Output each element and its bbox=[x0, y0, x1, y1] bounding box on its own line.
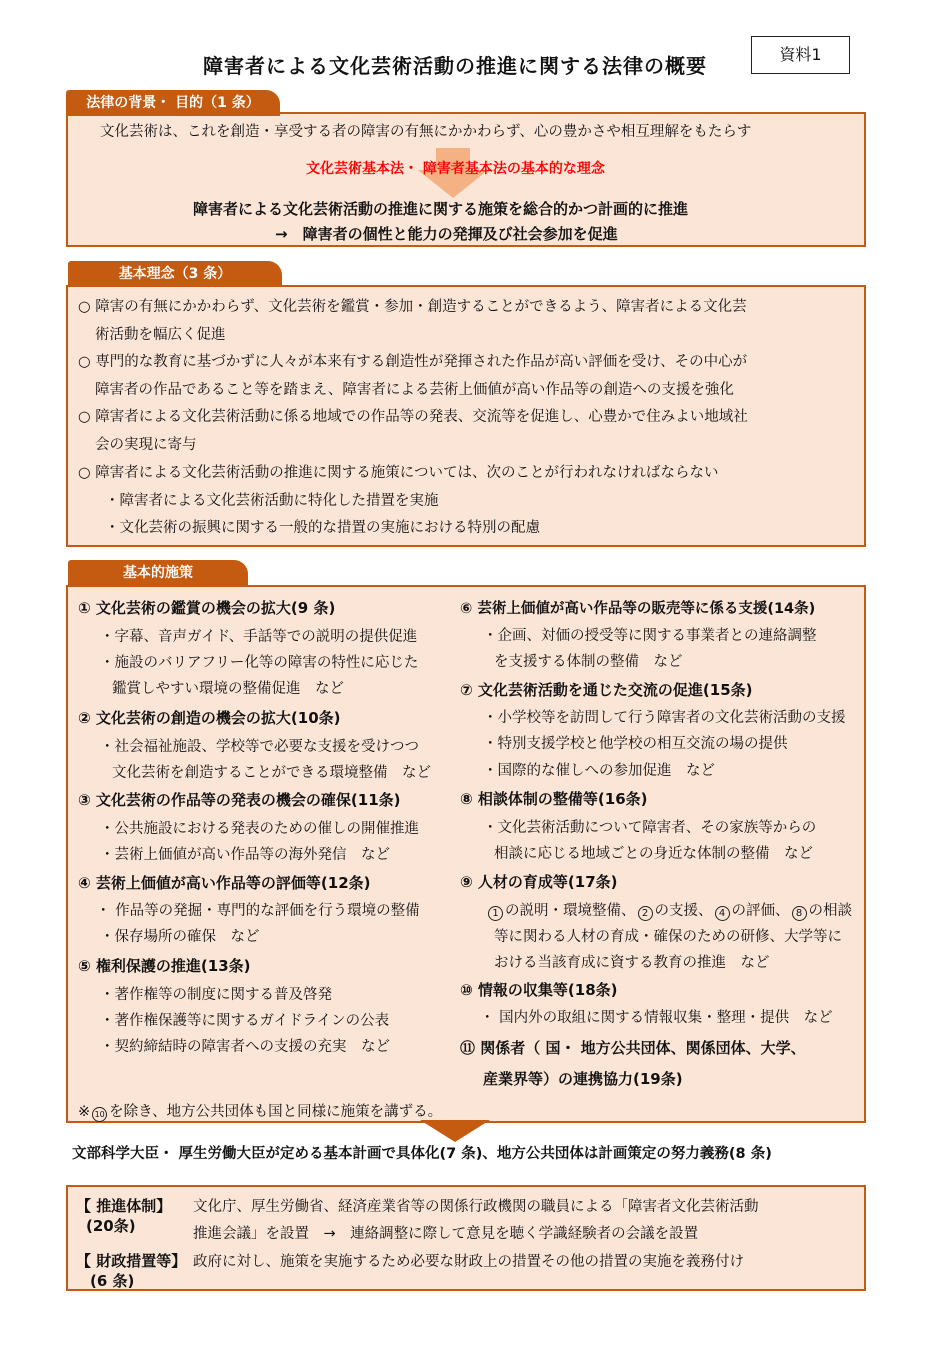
financial-measure-label: 【 財政措置等】 bbox=[76, 1252, 187, 1270]
measure-6-item: ・企画、対価の授受等に関する事業者との連絡調整 bbox=[483, 628, 817, 644]
circled-number: 8 bbox=[792, 906, 807, 921]
basic-measures-tab: 基本的施策 bbox=[68, 560, 248, 586]
measure-1-item: ・施設のバリアフリー化等の障害の特性に応じた bbox=[100, 655, 419, 671]
measure-1-heading: ① 文化芸術の鑑賞の機会の拡大(9 条) bbox=[78, 599, 336, 617]
measure-4-item: ・保存場所の確保 など bbox=[100, 929, 260, 945]
measure-5-heading: ⑤ 権利保護の推進(13条) bbox=[78, 957, 251, 975]
measure-4-heading: ④ 芸術上価値が高い作品等の評価等(12条) bbox=[78, 874, 371, 892]
note-text: を除き、地方公共団体も国と同様に施策を講ずる。 bbox=[109, 1104, 443, 1120]
measure-6-heading: ⑥ 芸術上価値が高い作品等の販売等に係る支援(14条) bbox=[460, 601, 816, 617]
promotion-system-text: 推進会議」を設置 → 連絡調整に際して意見を聴く学識経験者の会議を設置 bbox=[193, 1226, 699, 1242]
principle-line: ○ 専門的な教育に基づかずに人々が本来有する創造性が発揮された作品が高い評価を受け、その中心が bbox=[78, 354, 748, 370]
measure-3-item: ・芸術上価値が高い作品等の海外発信 など bbox=[100, 847, 390, 863]
measure-7-heading: ⑦ 文化芸術活動を通じた交流の促進(15条) bbox=[460, 681, 753, 699]
document-label: 資料1 bbox=[751, 36, 850, 74]
measure-10-item: ・ 国内外の取組に関する情報収集・整理・提供 など bbox=[480, 1010, 833, 1026]
promotion-system-label: 【 推進体制】 bbox=[76, 1197, 172, 1215]
circled-number: 4 bbox=[715, 906, 730, 921]
measure-9-text: の説明・環境整備、 bbox=[505, 903, 636, 919]
measure-8-item: 相談に応じる地域ごとの身近な体制の整備 など bbox=[494, 846, 813, 862]
background-purpose-tab: 法律の背景・ 目的（1 条） bbox=[66, 90, 280, 116]
measure-2-item: ・社会福祉施設、学校等で必要な支援を受けつつ bbox=[100, 739, 419, 755]
page-title: 障害者による文化芸術活動の推進に関する法律の概要 bbox=[203, 54, 707, 78]
basic-plan-text: 文部科学大臣・ 厚生労働大臣が定める基本計画で具体化(7 条)、地方公共団体は計画策定の努力義務(8 条) bbox=[72, 1146, 772, 1162]
measure-9-item: 等に関わる人材の育成・確保のための研修、大学等に bbox=[494, 929, 842, 945]
principle-line: 会の実現に寄与 bbox=[95, 437, 197, 453]
measure-2-item: 文化芸術を創造することができる環境整備 など bbox=[112, 765, 431, 781]
purpose-text-2: → 障害者の個性と能力の発揮及び社会参加を促進 bbox=[275, 225, 618, 243]
measure-5-item: ・著作権保護等に関するガイドラインの公表 bbox=[100, 1013, 390, 1029]
promotion-system-article: (20条) bbox=[86, 1217, 136, 1235]
principle-line: 障害者の作品であること等を踏まえ、障害者による芸術上価値が高い作品等の創造への支援を強化 bbox=[95, 382, 734, 398]
financial-measure-article: (6 条) bbox=[90, 1272, 135, 1290]
measure-3-item: ・公共施設における発表のための催しの開催推進 bbox=[100, 821, 419, 837]
measure-3-heading: ③ 文化芸術の作品等の発表の機会の確保(11条) bbox=[78, 791, 401, 809]
measure-4-item: ・ 作品等の発掘・専門的な評価を行う環境の整備 bbox=[96, 903, 420, 919]
measure-1-item: ・字幕、音声ガイド、手話等での説明の提供促進 bbox=[100, 629, 418, 645]
measure-11-heading: 産業界等）の連携協力(19条) bbox=[483, 1070, 683, 1088]
principle-subitem: ・障害者による文化芸術活動に特化した措置を実施 bbox=[105, 493, 439, 509]
principle-line: ○ 障害者による文化芸術活動の推進に関する施策については、次のことが行われなければならない bbox=[78, 465, 719, 481]
measures-note bbox=[78, 1100, 442, 1122]
note-mark: ※ bbox=[78, 1104, 91, 1120]
promotion-system-text: 文化庁、厚生労働省、経済産業省等の関係行政機関の職員による「障害者文化芸術活動 bbox=[193, 1199, 759, 1215]
measure-7-item: ・特別支援学校と他学校の相互交流の場の提供 bbox=[483, 736, 788, 752]
measure-7-item: ・小学校等を訪問して行う障害者の文化芸術活動の支援 bbox=[483, 710, 846, 726]
measure-7-item: ・国際的な催しへの参加促進 など bbox=[483, 763, 715, 779]
measure-9-text: の評価、 bbox=[731, 903, 790, 919]
financial-measure-text: 政府に対し、施策を実施するため必要な財政上の措置その他の措置の実施を義務付け bbox=[193, 1254, 744, 1270]
measure-9-text: の支援、 bbox=[654, 903, 713, 919]
principle-subitem: ・文化芸術の振興に関する一般的な措置の実施における特別の配慮 bbox=[105, 520, 540, 536]
circled-number: 2 bbox=[638, 906, 653, 921]
background-text: 文化芸術は、これを創造・享受する者の障害の有無にかかわらず、心の豊かさや相互理解をもたらす bbox=[100, 124, 752, 140]
basic-principle-tab: 基本理念（3 条） bbox=[68, 261, 282, 287]
circled-number: 10 bbox=[92, 1107, 107, 1122]
purpose-text-1: 障害者による文化芸術活動の推進に関する施策を総合的かつ計画的に推進 bbox=[193, 200, 689, 218]
measure-1-item: 鑑賞しやすい環境の整備促進 など bbox=[112, 681, 344, 697]
measure-8-item: ・文化芸術活動について障害者、その家族等からの bbox=[483, 820, 817, 836]
principle-line: ○ 障害の有無にかかわらず、文化芸術を鑑賞・参加・創造することができるよう、障害者による文化芸 bbox=[78, 299, 747, 315]
measure-5-item: ・契約締結時の障害者への支援の充実 など bbox=[100, 1039, 390, 1055]
measure-10-heading: ⑩ 情報の収集等(18条) bbox=[460, 981, 618, 999]
circled-number: 1 bbox=[488, 906, 503, 921]
measure-9-item: おける当該育成に資する教育の推進 など bbox=[494, 955, 770, 971]
measure-9-item bbox=[486, 899, 852, 921]
measure-6-item: を支援する体制の整備 など bbox=[494, 654, 683, 670]
measure-8-heading: ⑧ 相談体制の整備等(16条) bbox=[460, 790, 648, 808]
down-arrow-icon bbox=[420, 1120, 490, 1142]
principle-line: ○ 障害者による文化芸術活動に係る地域での作品等の発表、交流等を促進し、心豊かで住みよい地域社 bbox=[78, 409, 748, 425]
principle-line: 術活動を幅広く促進 bbox=[95, 327, 226, 343]
measure-9-text: の相談 bbox=[808, 903, 852, 919]
measure-5-item: ・著作権等の制度に関する普及啓発 bbox=[100, 987, 332, 1003]
measure-2-heading: ② 文化芸術の創造の機会の拡大(10条) bbox=[78, 709, 341, 727]
basic-law-principle: 文化芸術基本法・ 障害者基本法の基本的な理念 bbox=[306, 161, 605, 177]
measure-9-heading: ⑨ 人材の育成等(17条) bbox=[460, 873, 618, 891]
measure-11-heading: ⑪ 関係者（ 国・ 地方公共団体、関係団体、大学、 bbox=[460, 1039, 806, 1057]
